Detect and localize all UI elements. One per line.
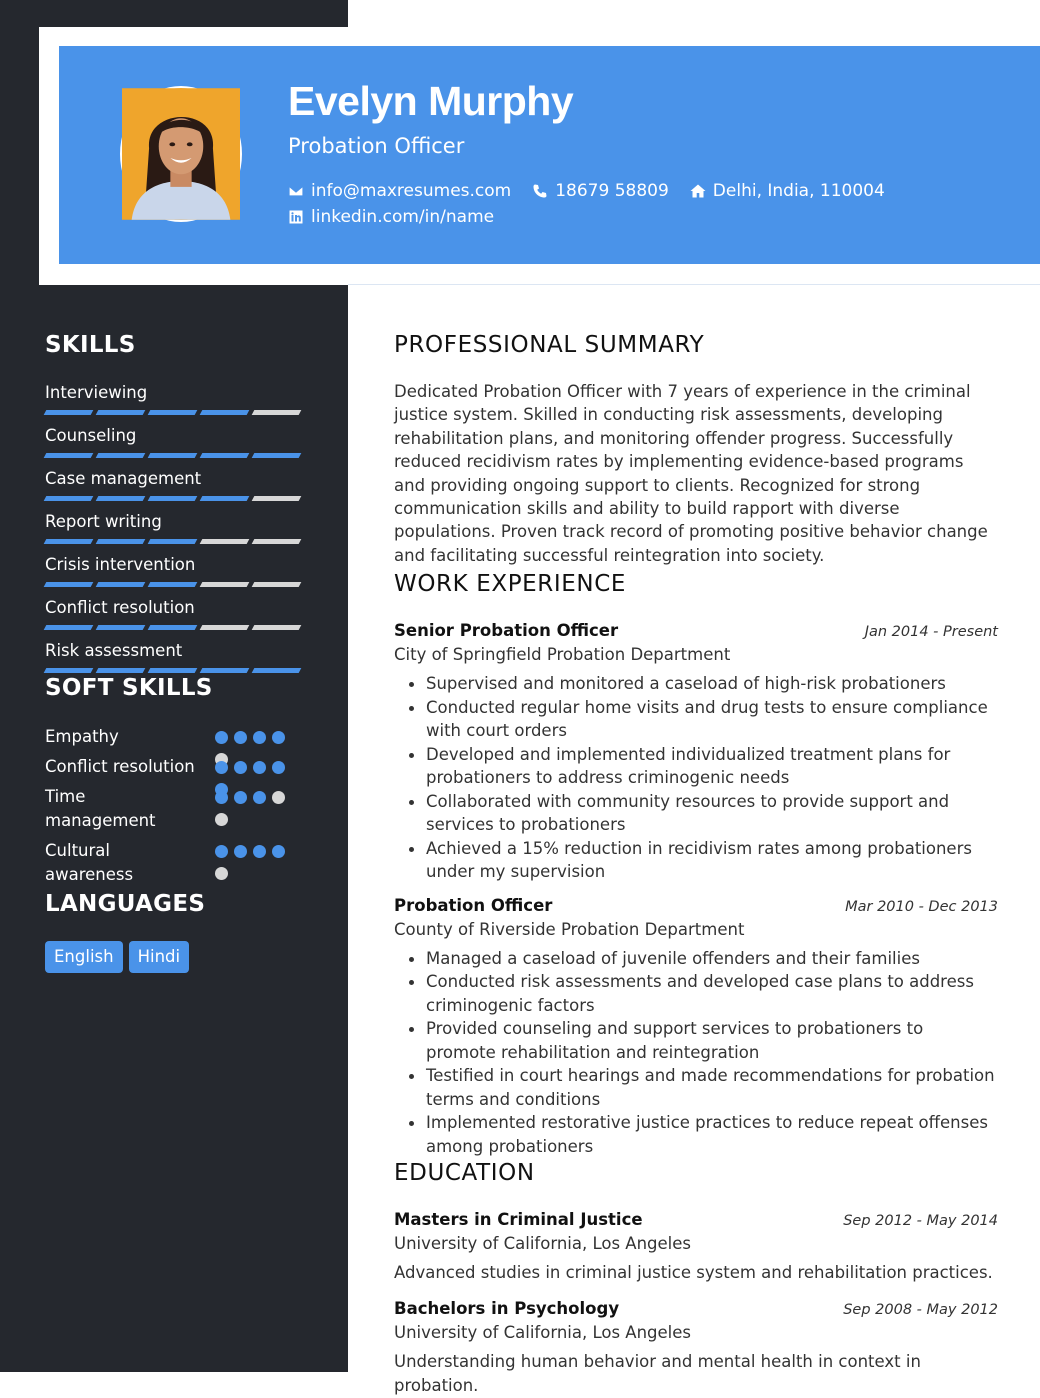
skill-level-segment <box>252 668 302 673</box>
skill-item <box>45 554 315 587</box>
email-contact[interactable] <box>288 181 511 201</box>
soft-skill-dot <box>253 761 266 774</box>
skill-level-segment <box>200 453 250 458</box>
phone-icon <box>532 183 548 199</box>
language-tag: English <box>45 941 123 973</box>
experience-entry <box>394 894 998 1159</box>
skill-name: Case management <box>45 469 202 488</box>
skill-level-segment <box>200 539 250 544</box>
header-divider <box>348 284 1040 285</box>
experience-heading: WORK EXPERIENCE <box>394 571 627 598</box>
skill-name: Report writing <box>45 512 162 531</box>
linkedin-icon <box>288 209 304 225</box>
skill-level-segment <box>96 668 146 673</box>
entry-header <box>394 894 998 918</box>
soft-skills-list <box>45 725 315 887</box>
skill-level-bar <box>45 668 315 673</box>
bullet-item: Provided counseling and support services to probationers to promote rehabilitation and reintegration <box>394 1017 998 1064</box>
linkedin-text: linkedin.com/in/name <box>311 207 495 227</box>
soft-skill-dot <box>234 845 247 858</box>
skill-level-segment <box>148 582 198 587</box>
entry-header <box>394 1208 998 1232</box>
education-dates: Sep 2012 - May 2014 <box>843 1213 998 1230</box>
school-name: University of California, Los Angeles <box>394 1323 692 1343</box>
avatar <box>120 86 242 222</box>
skill-name: Interviewing <box>45 383 148 402</box>
skill-level-segment <box>148 453 198 458</box>
experience-list <box>394 619 998 1158</box>
soft-skill-dots <box>215 845 295 880</box>
soft-skill-dot <box>253 845 266 858</box>
skill-level-segment <box>148 625 198 630</box>
summary-heading: PROFESSIONAL SUMMARY <box>394 332 705 358</box>
soft-skill-dot <box>253 791 266 804</box>
skill-level-segment <box>200 625 250 630</box>
skill-level-segment <box>96 453 146 458</box>
soft-skill-dot <box>215 845 228 858</box>
job-dates: Mar 2010 - Dec 2013 <box>845 898 998 915</box>
skill-name: Crisis intervention <box>45 555 196 574</box>
soft-skill-item <box>45 725 315 749</box>
skill-level-segment <box>252 539 302 544</box>
skill-item <box>45 382 315 415</box>
resume-header <box>59 46 1040 264</box>
experience-entry <box>394 619 998 884</box>
main-content <box>394 330 998 1398</box>
soft-skill-dot <box>234 731 247 744</box>
education-description: Advanced studies in criminal justice system and rehabilitation practices. <box>394 1263 993 1283</box>
skill-level-segment <box>44 582 94 587</box>
job-title: Probation Officer <box>394 895 553 915</box>
job-dates: Jan 2014 - Present <box>864 624 998 641</box>
entry-header <box>394 619 998 643</box>
envelope-icon <box>288 183 304 199</box>
job-organization: County of Riverside Probation Department <box>394 919 745 939</box>
soft-skill-dot <box>272 845 285 858</box>
bullet-item: Conducted regular home visits and drug tests to ensure compliance with court orders <box>394 696 998 743</box>
soft-skill-dot <box>272 761 285 774</box>
skill-item <box>45 468 315 501</box>
skill-item <box>45 597 315 630</box>
skill-name: Conflict resolution <box>45 598 195 617</box>
skill-level-segment <box>44 625 94 630</box>
soft-skill-dot <box>215 731 228 744</box>
skill-level-segment <box>148 539 198 544</box>
skill-level-bar <box>45 582 315 587</box>
bullet-item: Implemented restorative justice practices to reduce repeat offenses among probationers <box>394 1111 998 1158</box>
skills-list <box>45 382 315 673</box>
skill-level-segment <box>252 625 302 630</box>
bullet-item: Collaborated with community resources to provide support and services to probationers <box>394 790 998 837</box>
education-heading: EDUCATION <box>394 1160 535 1187</box>
soft-skill-dot <box>215 761 228 774</box>
skill-item <box>45 511 315 544</box>
skill-level-segment <box>96 539 146 544</box>
education-description: Understanding human behavior and mental health in context in probation. <box>394 1352 921 1396</box>
skill-level-segment <box>44 668 94 673</box>
linkedin-contact[interactable] <box>288 207 494 227</box>
job-bullets <box>394 672 998 884</box>
skill-level-segment <box>252 453 302 458</box>
skills-heading: SKILLS <box>45 332 136 358</box>
sidebar <box>45 330 315 973</box>
skill-name: Counseling <box>45 426 137 445</box>
skill-level-segment <box>200 582 250 587</box>
skill-level-segment <box>96 496 146 501</box>
skill-level-segment <box>44 410 94 415</box>
skill-item <box>45 640 315 673</box>
phone-text: 18679 58809 <box>555 181 669 201</box>
education-dates: Sep 2008 - May 2012 <box>843 1302 998 1319</box>
contact-info <box>288 178 1018 230</box>
soft-skill-item <box>45 839 315 887</box>
bullet-item: Managed a caseload of juvenile offenders and their families <box>394 947 998 971</box>
skill-level-segment <box>44 453 94 458</box>
job-title: Senior Probation Officer <box>394 621 619 641</box>
skill-level-segment <box>96 410 146 415</box>
education-entry <box>394 1297 998 1398</box>
location-contact <box>690 181 885 201</box>
entry-header <box>394 1297 998 1321</box>
skill-level-segment <box>148 410 198 415</box>
soft-skill-item <box>45 755 315 779</box>
school-name: University of California, Los Angeles <box>394 1234 692 1254</box>
bullet-item: Developed and implemented individualized treatment plans for probationers to address criminogenic needs <box>394 743 998 790</box>
soft-skill-dot <box>234 761 247 774</box>
skill-level-segment <box>44 539 94 544</box>
skill-level-bar <box>45 625 315 630</box>
bullet-item: Supervised and monitored a caseload of high-risk probationers <box>394 672 998 696</box>
soft-skill-dot <box>215 867 228 880</box>
skill-level-bar <box>45 539 315 544</box>
soft-skill-dot <box>272 731 285 744</box>
soft-skills-heading: SOFT SKILLS <box>45 675 213 701</box>
soft-skill-dot <box>215 813 228 826</box>
job-organization: City of Springfield Probation Department <box>394 645 731 665</box>
soft-skill-item <box>45 785 315 833</box>
skill-name: Risk assessment <box>45 641 183 660</box>
language-tag: Hindi <box>129 941 190 973</box>
soft-skill-dot <box>272 791 285 804</box>
soft-skill-name: Cultural awareness <box>45 841 134 884</box>
skill-level-segment <box>148 496 198 501</box>
skill-level-segment <box>200 496 250 501</box>
soft-skill-name: Time management <box>45 787 156 830</box>
soft-skill-dots <box>215 791 295 826</box>
soft-skill-dot <box>215 791 228 804</box>
phone-contact[interactable] <box>532 181 669 201</box>
bullet-item: Achieved a 15% reduction in recidivism rates among probationers under my supervision <box>394 837 998 884</box>
home-icon <box>690 183 706 199</box>
education-entry <box>394 1208 998 1285</box>
skill-level-segment <box>252 582 302 587</box>
bullet-item: Conducted risk assessments and developed case plans to address criminogenic factors <box>394 970 998 1017</box>
skill-level-segment <box>96 582 146 587</box>
email-text: info@maxresumes.com <box>311 181 512 201</box>
degree-title: Bachelors in Psychology <box>394 1299 620 1319</box>
summary-text: Dedicated Probation Officer with 7 years of experience in the criminal justice system. Skilled in conducting risk assessments, developing rehabilitation plans, and monitoring offender progress. Successfully reduced recidivism rates by implementing evidence-based programs and providing ongoing support to clients. Recognized for strong communication skills and ability to build rapport with diverse populations. Proven track record of promoting positive behavior change and facilitating successful reintegration into society. <box>394 382 988 565</box>
skill-level-bar <box>45 410 315 415</box>
skill-level-segment <box>96 625 146 630</box>
job-title: Probation Officer <box>288 134 465 158</box>
skill-level-segment <box>200 410 250 415</box>
skill-level-segment <box>252 496 302 501</box>
languages-heading: LANGUAGES <box>45 891 206 917</box>
skill-level-bar <box>45 496 315 501</box>
skill-level-segment <box>44 496 94 501</box>
location-text: Delhi, India, 110004 <box>712 181 885 201</box>
skill-level-bar <box>45 453 315 458</box>
soft-skill-dot <box>253 731 266 744</box>
skill-level-segment <box>200 668 250 673</box>
candidate-name: Evelyn Murphy <box>288 78 574 124</box>
job-bullets <box>394 947 998 1159</box>
skill-item <box>45 425 315 458</box>
skill-level-segment <box>148 668 198 673</box>
soft-skill-name: Empathy <box>45 727 119 746</box>
soft-skill-name: Conflict resolution <box>45 757 195 776</box>
skill-level-segment <box>252 410 302 415</box>
languages-list <box>45 941 315 973</box>
profile-photo <box>122 88 240 220</box>
degree-title: Masters in Criminal Justice <box>394 1210 643 1230</box>
bullet-item: Testified in court hearings and made recommendations for probation terms and conditions <box>394 1064 998 1111</box>
soft-skill-dot <box>234 791 247 804</box>
education-list <box>394 1208 998 1398</box>
